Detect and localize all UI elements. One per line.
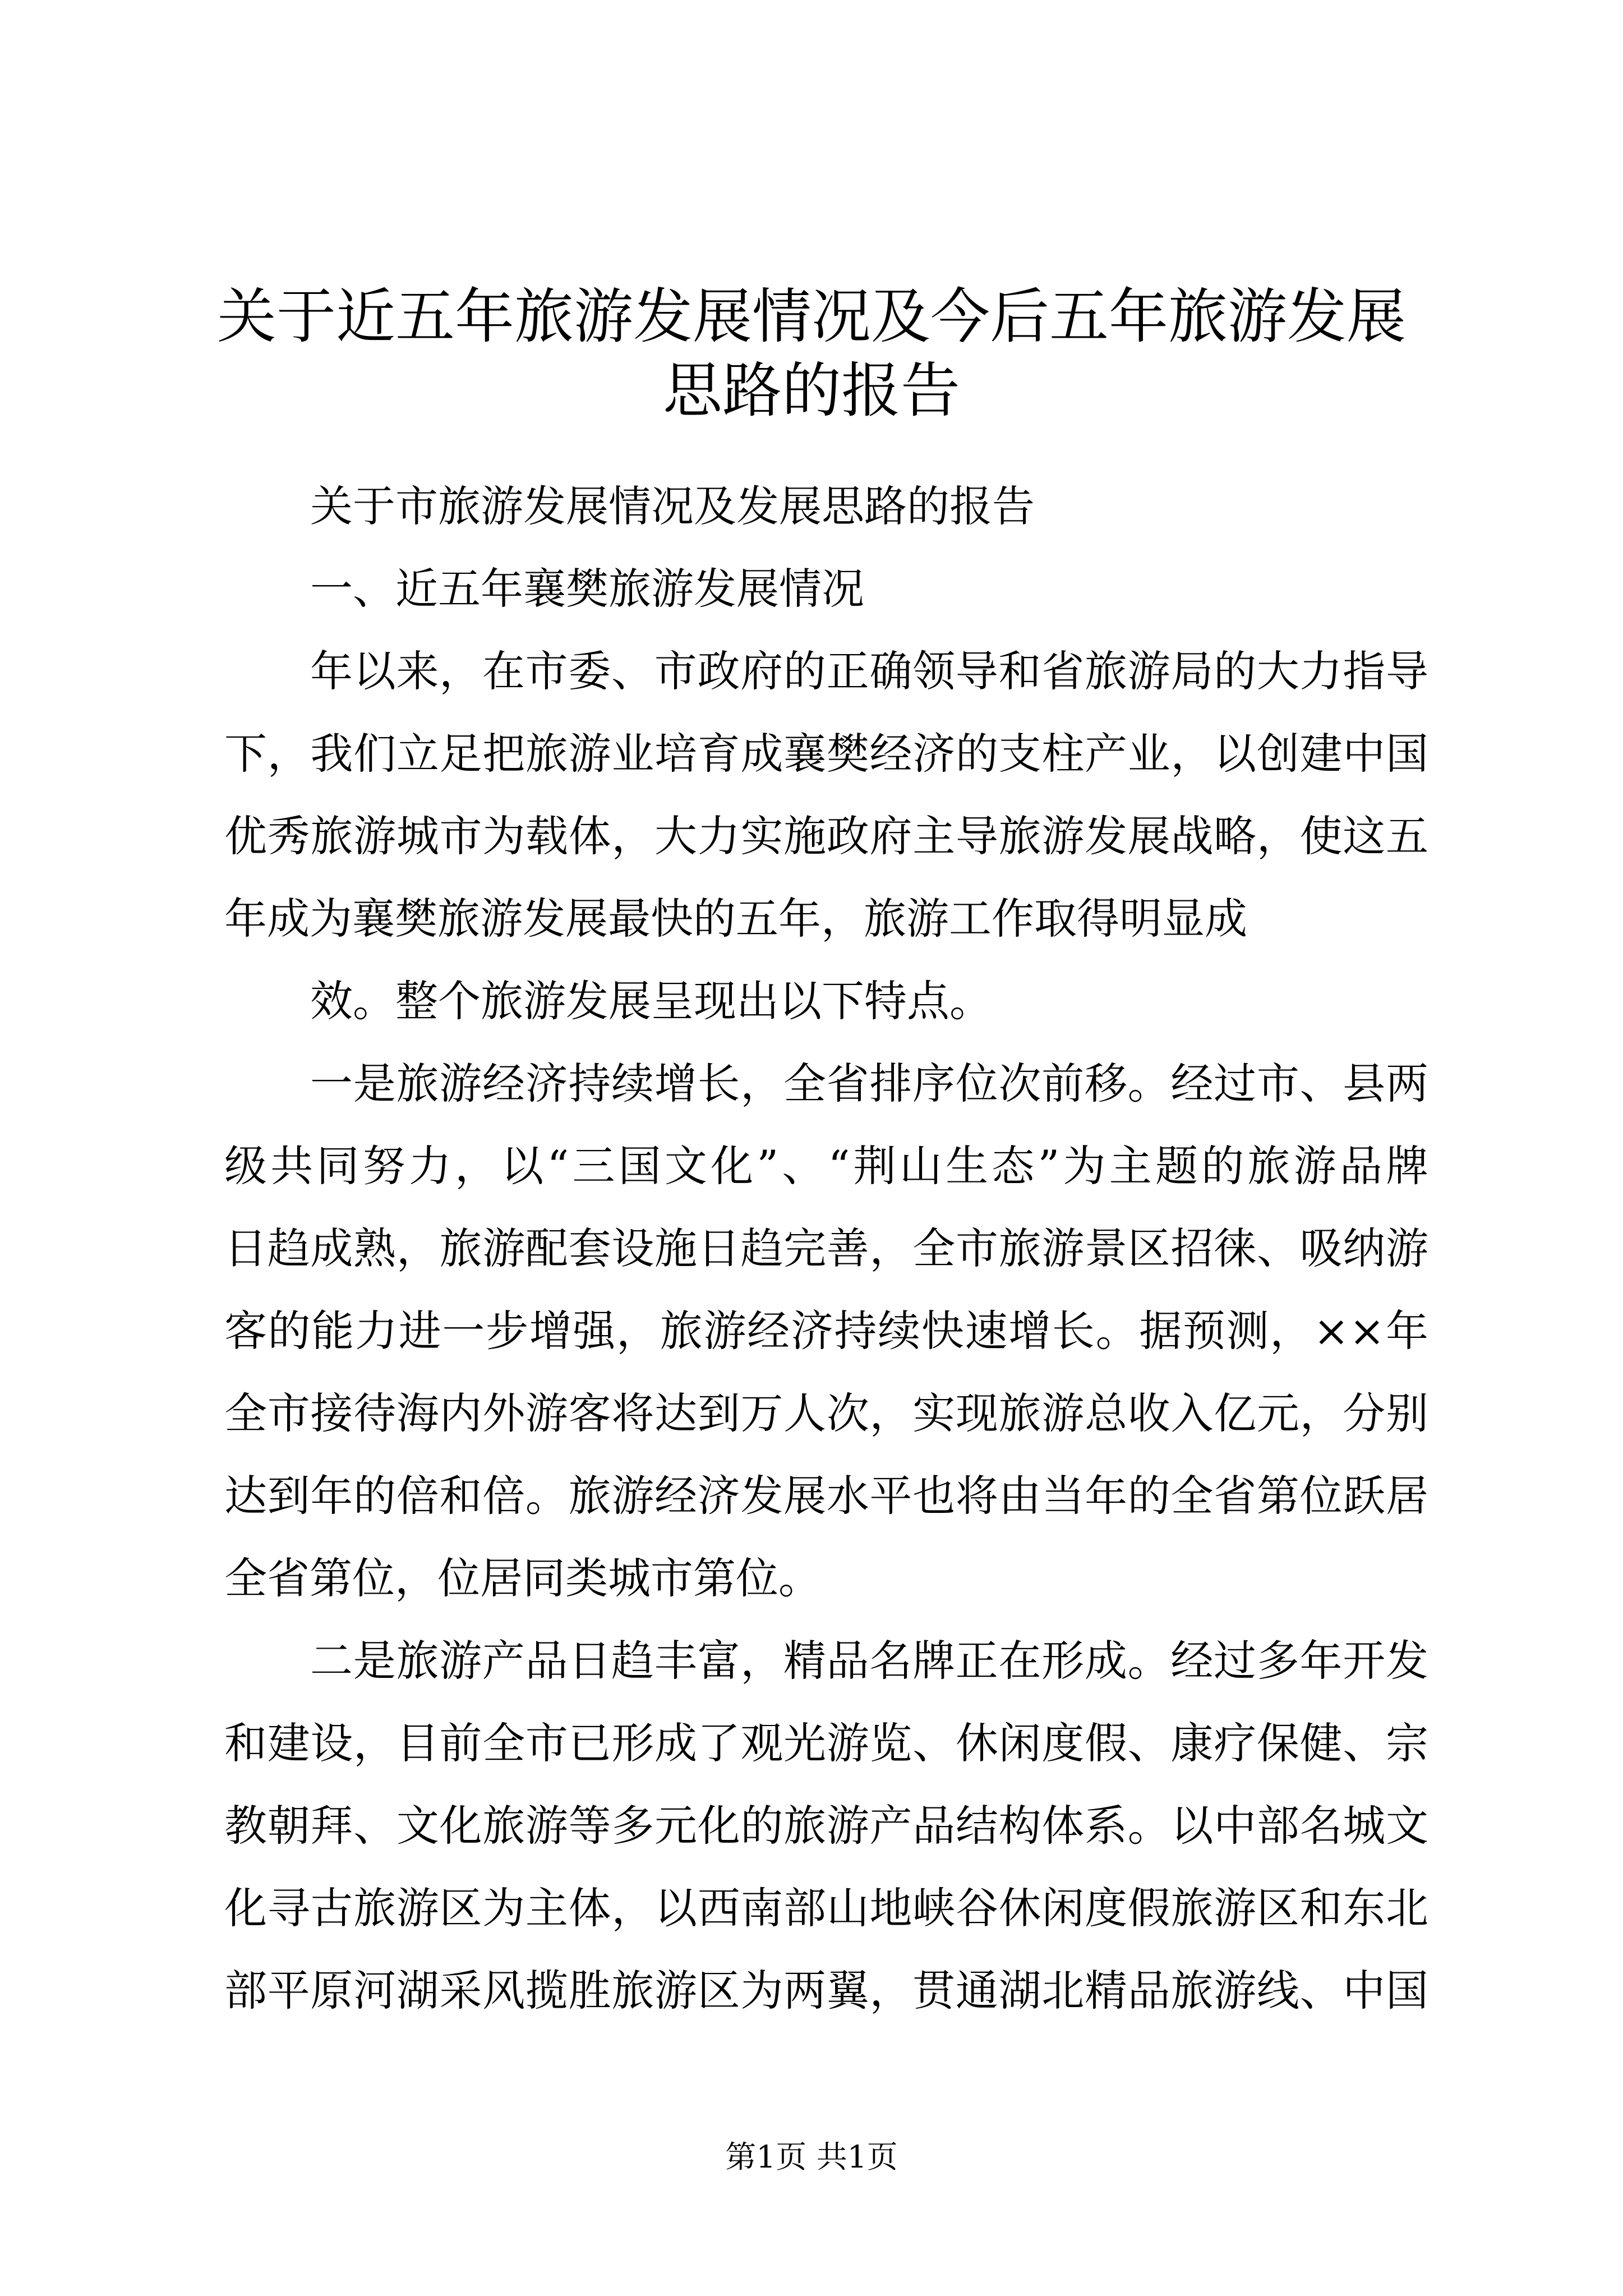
body-text-line: 和建设，目前全市已形成了观光游览、休闲度假、康疗保健、宗	[224, 1718, 1428, 1768]
body-text-line: 一、近五年襄樊旅游发展情况	[310, 564, 864, 614]
body-text-line: 达到年的倍和倍。旅游经济发展水平也将由当年的全省第位跃居	[224, 1471, 1428, 1521]
body-text-line: 级共同努力，以“三国文化”、“荆山生态”为主题的旅游品牌	[224, 1141, 1428, 1191]
body-text-line: 客的能力进一步增强，旅游经济持续快速增长。据预测，××年	[224, 1306, 1428, 1356]
body-text-line: 年以来，在市委、市政府的正确领导和省旅游局的大力指导	[310, 646, 1428, 696]
body-text-line: 部平原河湖采风揽胜旅游区为两翼，贯通湖北精品旅游线、中国	[224, 1966, 1428, 2016]
body-text-line: 优秀旅游城市为载体，大力实施政府主导旅游发展战略，使这五	[224, 811, 1428, 861]
document-body	[224, 465, 1428, 2032]
body-text-line: 年成为襄樊旅游发展最快的五年，旅游工作取得明显成	[224, 894, 1247, 944]
body-text-line: 化寻古旅游区为主体，以西南部山地峡谷休闲度假旅游区和东北	[224, 1883, 1428, 1933]
body-text-line: 一是旅游经济持续增长，全省排序位次前移。经过市、县两	[310, 1059, 1428, 1108]
body-text-line: 下，我们立足把旅游业培育成襄樊经济的支柱产业，以创建中国	[224, 729, 1428, 779]
body-text-line: 日趋成熟，旅游配套设施日趋完善，全市旅游景区招徕、吸纳游	[224, 1223, 1428, 1273]
body-text-line: 效。整个旅游发展呈现出以下特点。	[310, 976, 992, 1026]
document-title-line-1: 关于近五年旅游发展情况及今后五年旅游发展	[217, 282, 1406, 351]
page-footer: 第1页 共1页	[725, 2139, 898, 2175]
body-text-line: 全省第位，位居同类城市第位。	[224, 1553, 821, 1603]
document-title-line-2: 思路的报告	[663, 356, 960, 425]
body-text-line: 全市接待海内外游客将达到万人次，实现旅游总收入亿元，分别	[224, 1388, 1428, 1438]
body-text-line: 二是旅游产品日趋丰富，精品名牌正在形成。经过多年开发	[310, 1636, 1428, 1686]
body-text-line: 关于市旅游发展情况及发展思路的报告	[310, 481, 1035, 531]
body-text-line: 教朝拜、文化旅游等多元化的旅游产品结构体系。以中部名城文	[224, 1801, 1428, 1851]
